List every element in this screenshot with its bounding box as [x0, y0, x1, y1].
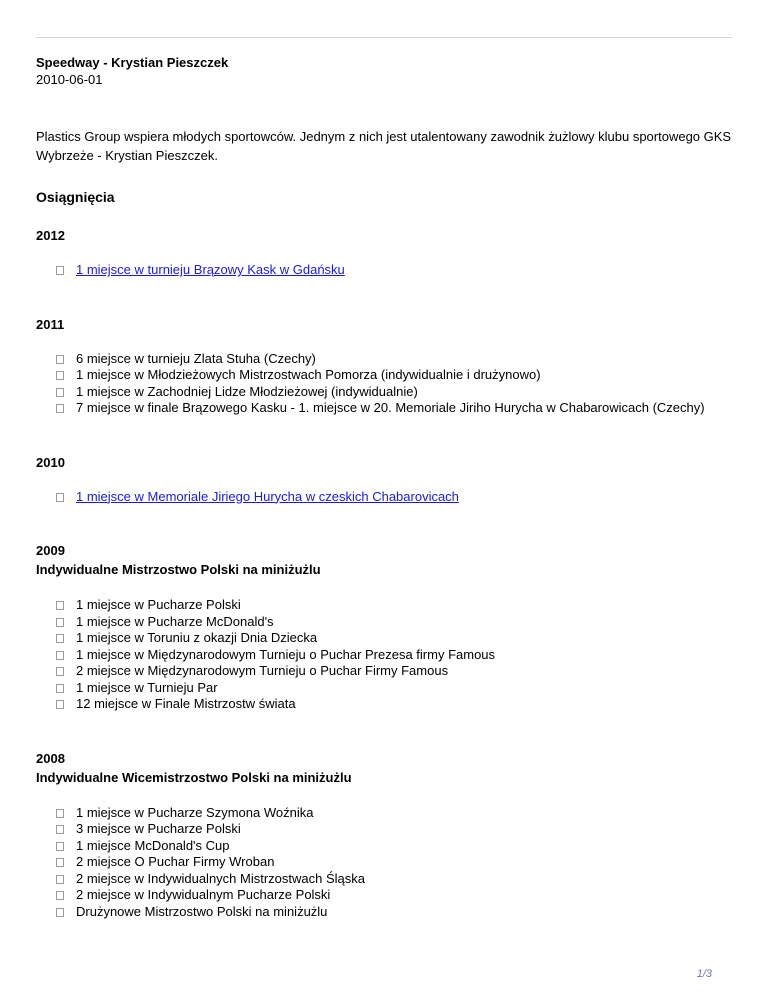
- list-item: [56, 805, 732, 822]
- bullet-box-icon: [56, 908, 64, 917]
- list-item: [56, 854, 732, 871]
- achievement-link[interactable]: 1 miejsce w Memoriale Jiriego Hurycha w czeskich Chabarovicach: [76, 488, 459, 504]
- year-label: 2011: [36, 316, 65, 332]
- list-item: [56, 871, 732, 888]
- year-subtitle: Indywidualne Wicemistrzostwo Polski na miniżużlu: [36, 769, 352, 785]
- list-item: [56, 838, 732, 855]
- bullet-box-icon: [56, 891, 64, 900]
- list-item: [56, 597, 732, 614]
- year-label: 2012: [36, 228, 65, 243]
- article-date: 2010-06-01: [36, 72, 103, 87]
- achievement-text: 12 miejsce w Finale Mistrzostw świata: [76, 696, 296, 711]
- bullet-box-icon: [56, 809, 64, 818]
- intro-paragraph: Plastics Group wspiera młodych sportowców. Jednym z nich jest utalentowany zawodnik żużlowy klubu sportowego GKS Wybrzeże - Krystian Pieszczek.: [36, 129, 732, 163]
- year-label: 2010: [36, 454, 65, 470]
- achievement-list: [36, 805, 732, 921]
- achievement-text: Drużynowe Mistrzostwo Polski na miniżużlu: [76, 903, 328, 919]
- achievement-text: 1 miejsce w Pucharze McDonald's: [76, 613, 274, 629]
- bullet-box-icon: [56, 601, 64, 610]
- achievement-text: 1 miejsce w Międzynarodowym Turnieju o Puchar Prezesa firmy Famous: [76, 646, 496, 662]
- achievement-text: 1 miejsce w Pucharze Polski: [76, 597, 241, 612]
- bullet-box-icon: [56, 266, 64, 275]
- bullet-box-icon: [56, 618, 64, 627]
- year-block-2011: [36, 315, 732, 417]
- bullet-box-icon: [56, 651, 64, 660]
- achievement-list: [36, 489, 732, 506]
- achievement-text: 7 miejsce w finale Brązowego Kasku - 1. miejsce w 20. Memoriale Jiriho Hurycha w Chabarowicach (Czechy): [76, 400, 705, 415]
- bullet-box-icon: [56, 493, 64, 502]
- achievement-text: 3 miejsce w Pucharze Polski: [76, 821, 241, 836]
- list-item: [56, 367, 732, 384]
- achievement-link[interactable]: 1 miejsce w turnieju Brązowy Kask w Gdańsku: [76, 262, 345, 277]
- achievement-list: [36, 351, 732, 417]
- bullet-box-icon: [56, 858, 64, 867]
- achievement-text: 1 miejsce w Toruniu z okazji Dnia Dziecka: [76, 630, 318, 645]
- bullet-box-icon: [56, 825, 64, 834]
- achievement-text: 2 miejsce w Indywidualnych Mistrzostwach Śląska: [76, 870, 365, 886]
- list-item: [56, 680, 732, 697]
- section-heading: Osiągnięcia: [36, 189, 115, 205]
- year-label: 2009: [36, 543, 65, 558]
- bullet-box-icon: [56, 875, 64, 884]
- list-item: [56, 821, 732, 838]
- list-item: [56, 647, 732, 664]
- achievement-text: 1 miejsce w Turnieju Par: [76, 679, 218, 695]
- achievement-text: 1 miejsce w Pucharze Szymona Woźnika: [76, 804, 314, 820]
- list-item[interactable]: [56, 262, 732, 279]
- list-item: [56, 887, 732, 904]
- list-item: [56, 696, 732, 713]
- bullet-box-icon: [56, 700, 64, 709]
- bullet-box-icon: [56, 842, 64, 851]
- list-item: [56, 614, 732, 631]
- bullet-box-icon: [56, 404, 64, 413]
- list-item: [56, 400, 732, 417]
- achievement-text: 6 miejsce w turnieju Zlata Stuha (Czechy): [76, 350, 316, 366]
- bullet-box-icon: [56, 667, 64, 676]
- achievement-text: 2 miejsce w Indywidualnym Pucharze Polski: [76, 887, 331, 902]
- bullet-box-icon: [56, 388, 64, 397]
- achievement-text: 1 miejsce w Zachodniej Lidze Młodzieżowej (indywidualnie): [76, 383, 418, 399]
- year-label: 2008: [36, 750, 65, 766]
- article-title: Speedway - Krystian Pieszczek: [36, 55, 229, 70]
- achievement-text: 1 miejsce w Młodzieżowych Mistrzostwach Pomorza (indywidualnie i drużynowo): [76, 367, 541, 382]
- top-divider: [36, 37, 732, 38]
- bullet-box-icon: [56, 634, 64, 643]
- achievements-by-year: [36, 226, 732, 920]
- achievement-text: 2 miejsce O Puchar Firmy Wroban: [76, 854, 275, 869]
- bullet-box-icon: [56, 684, 64, 693]
- achievement-list: [36, 262, 732, 279]
- year-block-2009: [36, 541, 732, 713]
- year-block-2012: [36, 226, 732, 279]
- list-item: [56, 630, 732, 647]
- achievement-text: 1 miejsce McDonald's Cup: [76, 837, 230, 853]
- achievement-list: [36, 597, 732, 713]
- year-block-2008: [36, 749, 732, 921]
- list-item: [56, 663, 732, 680]
- bullet-box-icon: [56, 371, 64, 380]
- bullet-box-icon: [56, 355, 64, 364]
- year-subtitle: Indywidualne Mistrzostwo Polski na miniżużlu: [36, 562, 321, 577]
- list-item[interactable]: [56, 489, 732, 506]
- list-item: [56, 384, 732, 401]
- page-number: 1/3: [696, 968, 712, 980]
- year-block-2010: [36, 453, 732, 506]
- list-item: [56, 351, 732, 368]
- achievement-text: 2 miejsce w Międzynarodowym Turnieju o Puchar Firmy Famous: [76, 663, 449, 678]
- document-content: [36, 54, 732, 920]
- list-item: [56, 904, 732, 921]
